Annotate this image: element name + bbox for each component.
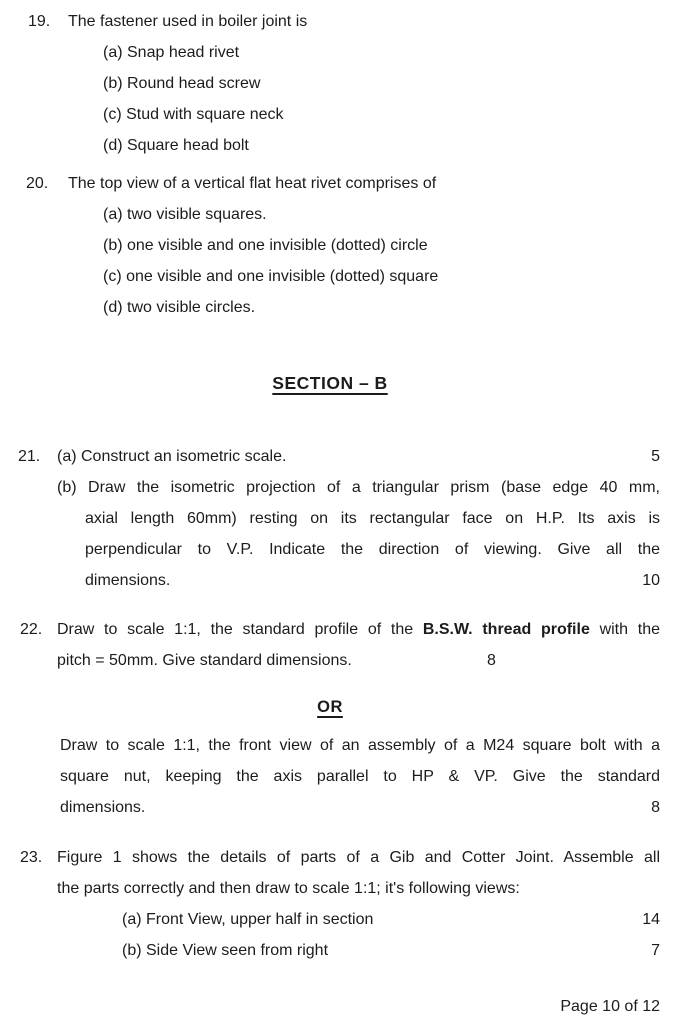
question-20-option-c: (c) one visible and one invisible (dotted) square xyxy=(103,268,439,285)
question-23 xyxy=(0,842,660,966)
question-21-part-b-line-3: perpendicular to V.P. Indicate the direction of viewing. Give all the xyxy=(85,541,660,558)
question-19-option-d: (d) Square head bolt xyxy=(103,137,249,154)
question-23-sub-a-marks: 14 xyxy=(642,911,660,928)
question-19-stem: The fastener used in boiler joint is xyxy=(68,13,308,30)
question-22-marks: 8 xyxy=(487,652,496,669)
section-b-title: SECTION – B xyxy=(272,373,388,393)
question-19-option-a: (a) Snap head rivet xyxy=(103,44,240,61)
question-23-sub-a xyxy=(122,904,660,935)
question-22-line-1 xyxy=(57,614,660,645)
question-19-options xyxy=(0,37,660,161)
question-23-sub-a-text: (a) Front View, upper half in section xyxy=(122,911,374,928)
section-b-heading xyxy=(0,368,660,400)
question-22-text-bold: B.S.W. thread profile xyxy=(422,621,590,638)
question-21-part-b-line-2: axial length 60mm) resting on its rectangular face on H.P. Its axis is xyxy=(85,510,660,527)
question-22 xyxy=(0,614,660,676)
question-23-subparts xyxy=(0,904,660,966)
or-divider-label: OR xyxy=(317,698,343,716)
question-22-or-text-end: dimensions. xyxy=(60,799,146,816)
question-19-number: 19. xyxy=(28,13,51,30)
question-20-stem: The top view of a vertical flat heat rivet comprises of xyxy=(68,175,437,192)
page-footer xyxy=(0,991,660,1022)
question-22-or-last-line xyxy=(60,792,660,823)
question-20-option-a: (a) two visible squares. xyxy=(103,206,267,223)
question-19-option-b: (b) Round head screw xyxy=(103,75,261,92)
question-22-text-pre: Draw to scale 1:1, the standard profile of the xyxy=(57,621,423,638)
question-21-number: 21. xyxy=(18,448,41,465)
or-divider xyxy=(0,692,660,723)
question-20-option-d: (d) two visible circles. xyxy=(103,299,256,316)
question-23-line-2: the parts correctly and then draw to scale 1:1; it's following views: xyxy=(57,880,520,897)
question-20-option-b: (b) one visible and one invisible (dotted) circle xyxy=(103,237,428,254)
question-22-text-end: pitch = 50mm. Give standard dimensions. xyxy=(57,652,352,669)
question-22-or-line-1: Draw to scale 1:1, the front view of an assembly of a M24 square bolt with a xyxy=(60,737,660,754)
question-21 xyxy=(0,441,660,596)
question-19 xyxy=(0,6,660,161)
question-21-part-a-text: (a) Construct an isometric scale. xyxy=(57,448,287,465)
question-20-number: 20. xyxy=(26,175,49,192)
question-21-part-b xyxy=(0,472,660,596)
question-22-number: 22. xyxy=(20,621,43,638)
question-21-part-b-marks: 10 xyxy=(642,572,660,589)
question-21-part-a-marks: 5 xyxy=(651,448,660,465)
question-19-option-c: (c) Stud with square neck xyxy=(103,106,284,123)
question-21-part-b-line-1: (b) Draw the isometric projection of a triangular prism (base edge 40 mm, xyxy=(57,479,660,496)
question-20 xyxy=(0,168,660,323)
question-22-line-2 xyxy=(0,645,660,676)
question-21-part-b-text-end: dimensions. xyxy=(85,572,171,589)
question-21-part-a xyxy=(57,441,660,472)
question-21-part-b-last-line xyxy=(85,565,660,596)
question-22-or-line-2: square nut, keeping the axis parallel to HP & VP. Give the standard xyxy=(60,768,660,785)
question-23-sub-b xyxy=(122,935,660,966)
question-22-or-alternative xyxy=(0,730,660,823)
question-20-options xyxy=(0,199,660,323)
question-23-number: 23. xyxy=(20,849,43,866)
page-indicator: Page 10 of 12 xyxy=(560,998,660,1015)
question-22-text-post: with the xyxy=(589,621,660,638)
question-22-or-marks: 8 xyxy=(651,799,660,816)
question-23-sub-b-marks: 7 xyxy=(651,942,660,959)
question-23-line-1: Figure 1 shows the details of parts of a Gib and Cotter Joint. Assemble all xyxy=(57,849,660,866)
question-23-sub-b-text: (b) Side View seen from right xyxy=(122,942,329,959)
